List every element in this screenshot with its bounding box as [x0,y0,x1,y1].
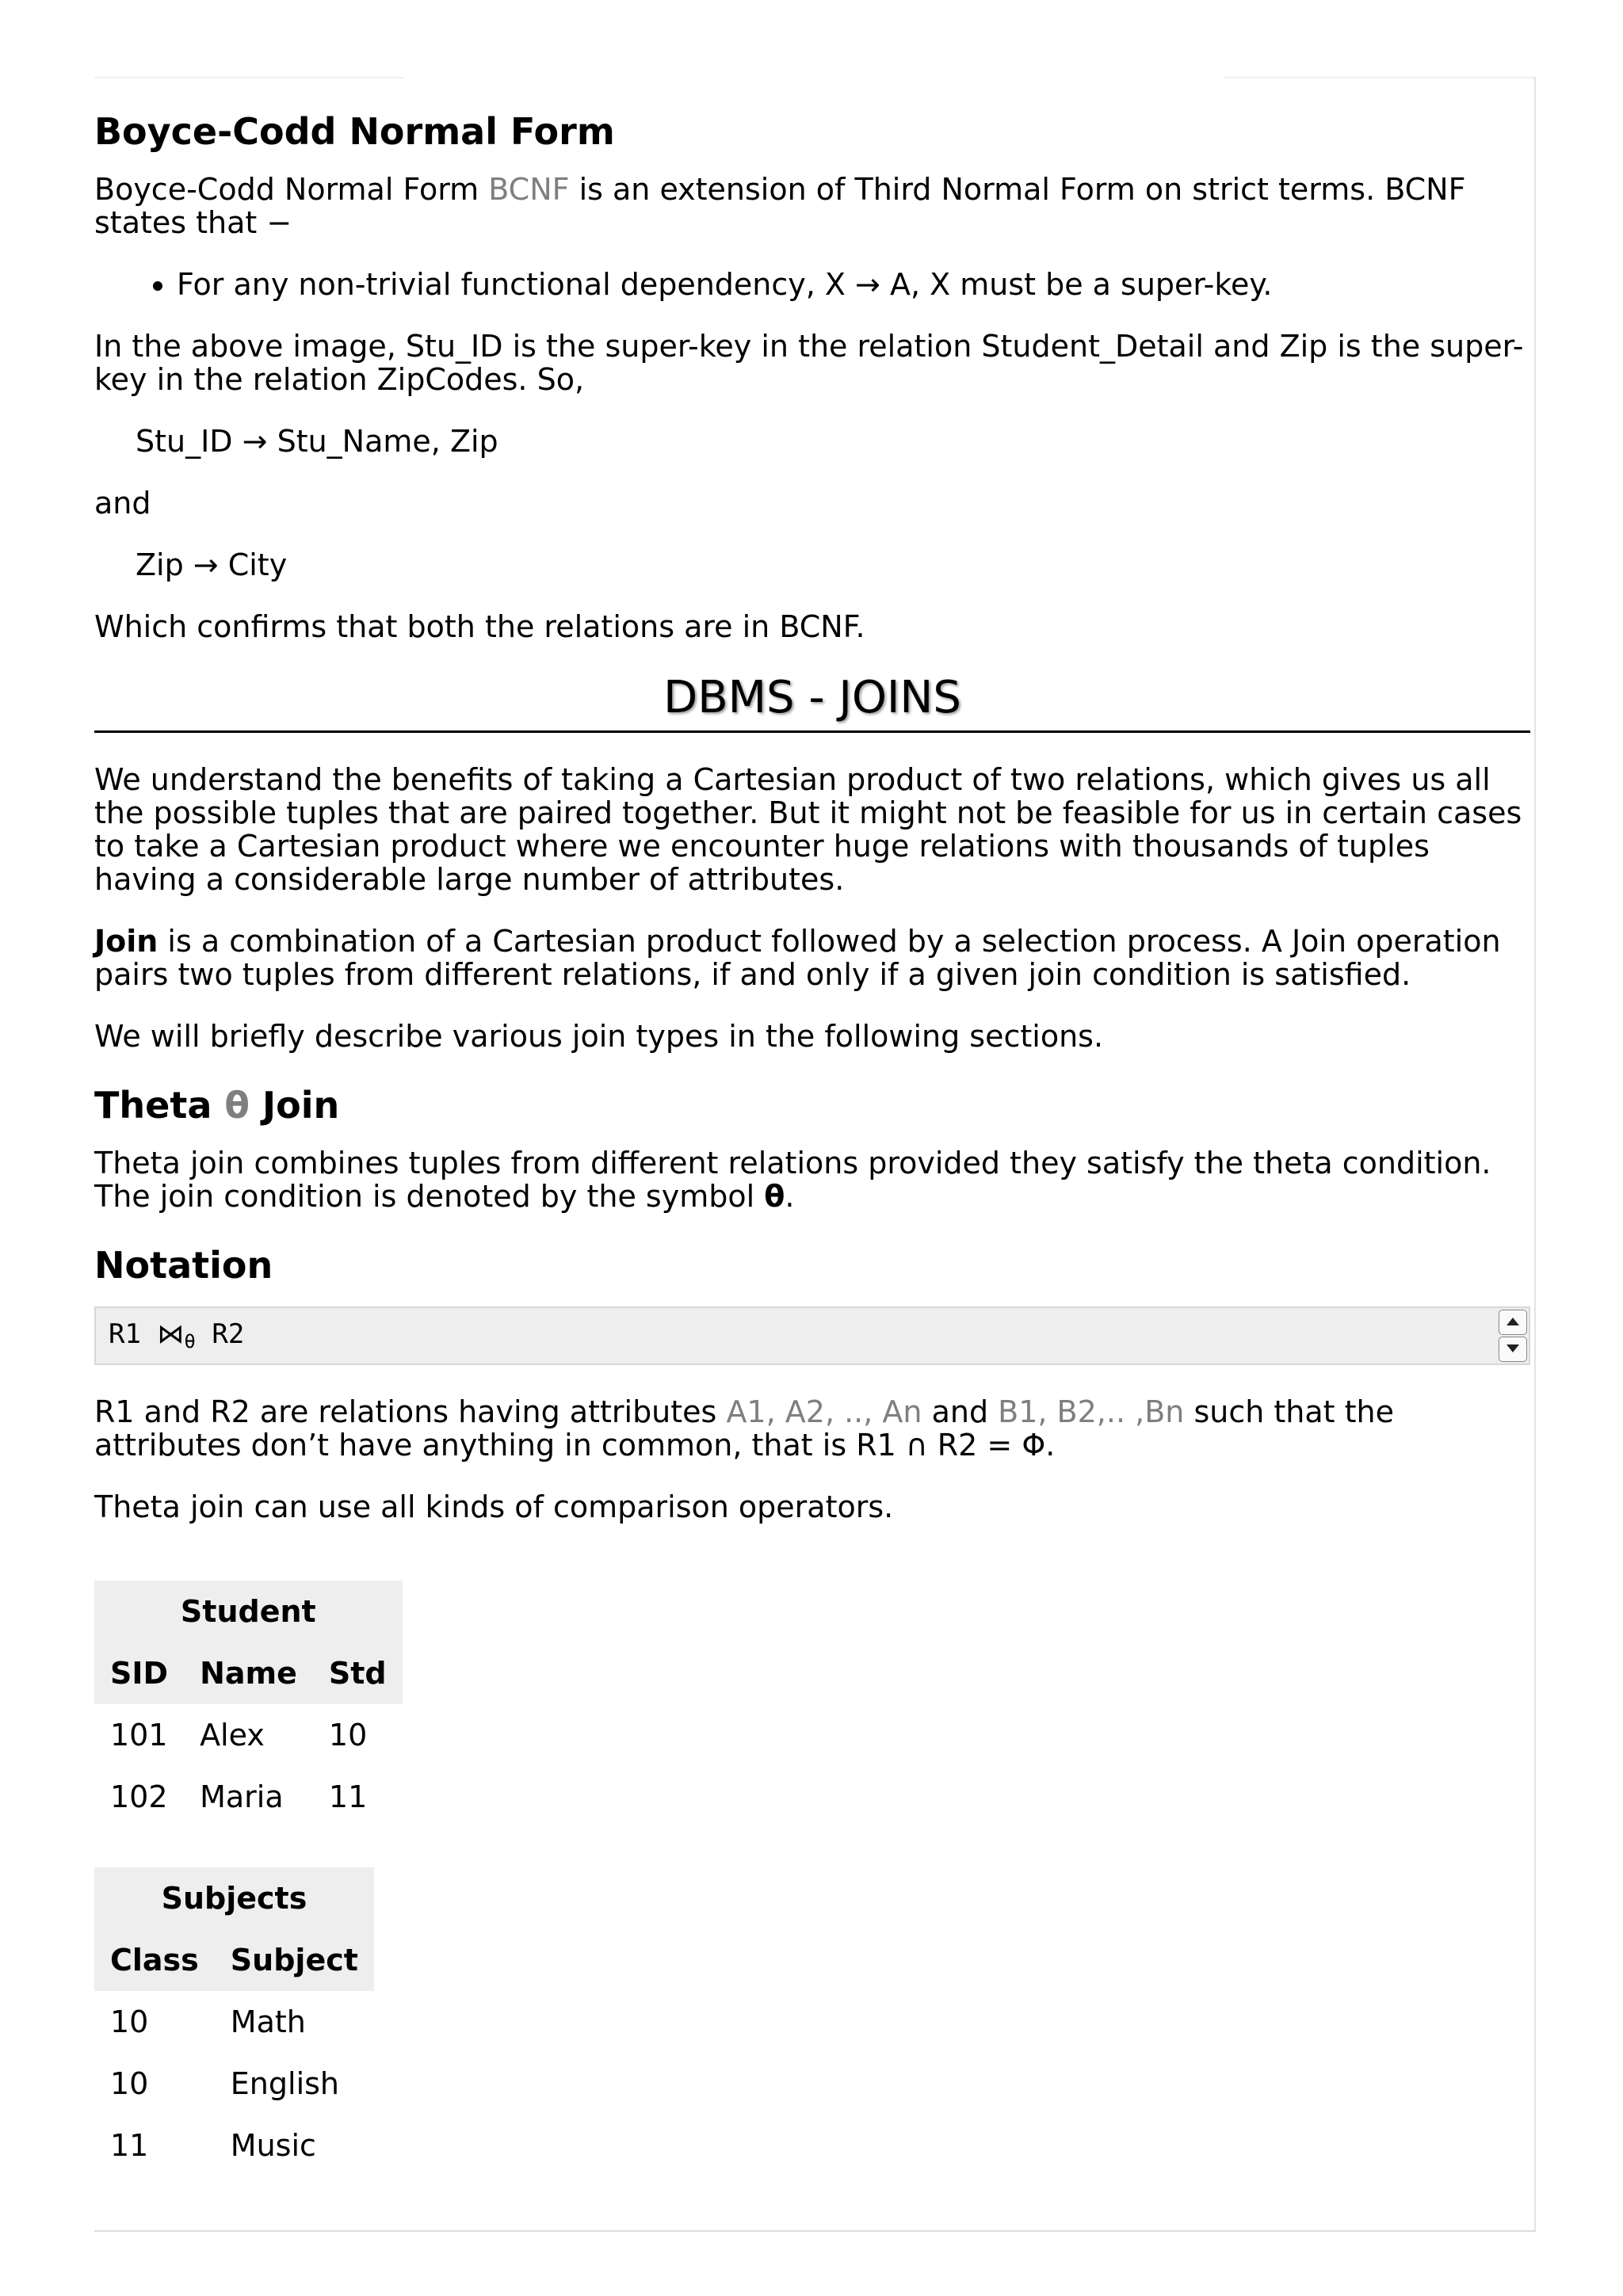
theta-join-heading [94,1081,1530,1129]
bcnf-explanation: In the above image, Stu_ID is the super-key in the relation Student_Detail and Zip is the super-key in the relation ZipCodes. So, [94,329,1524,397]
page-frame-bottom [94,2230,1536,2232]
and-text: and [94,486,151,521]
subjects-table [94,1867,374,2176]
bcnf-rule: • For any non-trivial functional dependency, X → A, X must be a super-key. [177,268,1530,301]
table-cell: 102 [110,1779,168,1814]
student-col-name: Name [184,1642,313,1704]
scroll-down-arrow-icon[interactable] [1499,1337,1527,1362]
table-cell: Alex [200,1718,265,1753]
bcnf-intro-prefix: Boyce-Codd Normal Form [94,172,489,207]
page-frame-top-right [1224,77,1535,78]
theta-desc-suffix: . [785,1179,795,1214]
attrs-b: B1, B2,.. ,Bn [998,1394,1185,1429]
table-cell: Maria [200,1779,284,1814]
joins-para-2 [94,925,1530,991]
notation-r2: R2 [195,1318,245,1350]
notation-code-block[interactable] [94,1306,1530,1365]
student-table-title: Student [94,1581,403,1642]
table-cell: Math [230,2004,306,2039]
table-row [94,2115,374,2176]
notation-r1: R1 ⋈ [109,1318,185,1350]
bcnf-intro-suffix: is an extension of Third Normal Form on strict terms. BCNF states that − [94,172,1466,240]
bcnf-intro [94,173,1530,239]
table-cell: 10 [328,1718,368,1753]
student-col-std: Std [313,1642,403,1704]
table-row [94,1991,374,2053]
subjects-col-class: Class [94,1929,215,1991]
theta-desc-symbol: θ [764,1179,785,1214]
page-frame-right [1534,77,1536,2232]
subjects-col-subject: Subject [215,1929,374,1991]
table-row [94,1704,403,1766]
table-row [94,1766,403,1828]
attrs-a: A1, A2, .., An [726,1394,922,1429]
table-cell: Music [230,2128,316,2163]
theta-symbol: θ [224,1084,250,1127]
dependency-2: Zip → City [136,547,288,582]
table-cell: 11 [110,2128,149,2163]
join-term: Join [94,924,158,959]
theta-heading-suffix: Join [249,1084,340,1127]
table-cell: 11 [328,1779,368,1814]
attrs-prefix: R1 and R2 are relations having attributes [94,1394,727,1429]
subjects-table-title: Subjects [94,1867,374,1929]
theta-attributes [94,1395,1530,1462]
table-row [94,2053,374,2115]
theta-desc-prefix: Theta join combines tuples from different relations provided they satisfy the theta condition. The join condition is denoted by the symbol [94,1146,1491,1214]
joins-para-3: We will briefly describe various join types in the following sections. [94,1019,1104,1054]
notation-heading: Notation [94,1244,273,1287]
student-table [94,1581,403,1828]
attrs-and: and [922,1394,999,1429]
dependency-1: Stu_ID → Stu_Name, Zip [136,424,498,459]
table-cell: 10 [110,2066,149,2101]
table-cell: English [230,2066,340,2101]
scroll-up-arrow-icon[interactable] [1499,1310,1527,1335]
joins-para-1: We understand the benefits of taking a Cartesian product of two relations, which gives us all the possible tuples that are paired together. But it might not be feasible for us in certain cases to take a Cartesian product where we encounter huge relations with thousands of tuples having a considerable large number of attributes. [94,762,1522,897]
joins-title: DBMS - JOINS [94,672,1530,733]
bcnf-heading: Boyce-Codd Normal Form [94,110,615,153]
bcnf-abbr: BCNF [488,172,570,207]
theta-operators: Theta join can use all kinds of comparison operators. [94,1489,894,1524]
page-frame-top-left [94,77,403,78]
table-cell: 10 [110,2004,149,2039]
theta-description [94,1146,1530,1213]
table-cell: 101 [110,1718,168,1753]
bcnf-conclusion: Which confirms that both the relations are in BCNF. [94,609,865,644]
document-content [94,108,1530,2216]
notation-subscript: θ [184,1330,196,1352]
code-scrollbar[interactable] [1499,1310,1527,1360]
student-col-sid: SID [94,1642,184,1704]
theta-heading-prefix: Theta [94,1084,225,1127]
bcnf-rule-list [94,268,1530,301]
joins-para-2-text: is a combination of a Cartesian product followed by a selection process. A Join operation pairs two tuples from different relations, if and only if a given join condition is satisfied. [94,924,1501,992]
attrs-suffix: such that the attributes don’t have anything in common, that is R1 ∩ R2 = Φ. [94,1394,1394,1463]
